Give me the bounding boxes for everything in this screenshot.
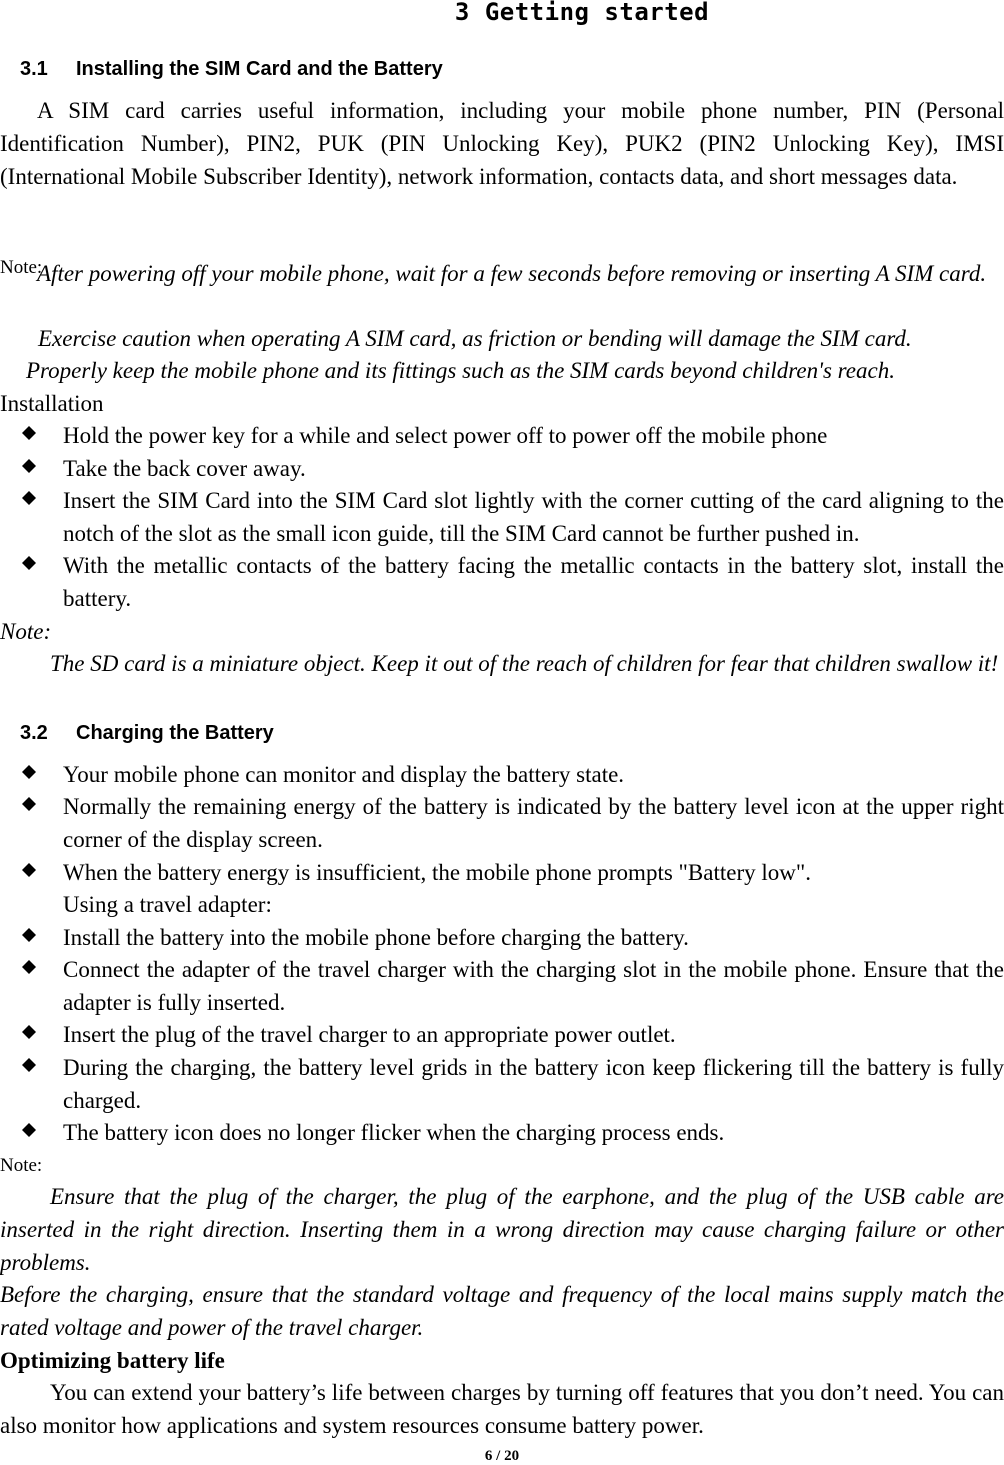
diamond-bullet-icon (22, 797, 35, 810)
list-item: During the charging, the battery level grids in the battery icon keep flickering till the battery is fully charged. (0, 1051, 1004, 1117)
diamond-bullet-icon (22, 491, 35, 504)
diamond-bullet-icon (22, 960, 35, 973)
list-item: Install the battery into the mobile phone before charging the battery. (0, 921, 1004, 954)
list-item: Your mobile phone can monitor and display the battery state. (0, 758, 1004, 791)
list-item: Take the back cover away. (0, 452, 1004, 485)
section-heading-3-2 (20, 722, 274, 745)
list-item: Normally the remaining energy of the battery is indicated by the battery level icon at the upper right corner of the display screen. (0, 790, 1004, 856)
diamond-bullet-icon (22, 1058, 35, 1071)
diamond-bullet-icon (22, 863, 35, 876)
optimizing-paragraph: You can extend your battery’s life between charges by turning off features that you don’t need. You can also monitor how applications and system resources consume battery power. (0, 1380, 1004, 1438)
list-item: Insert the plug of the travel charger to an appropriate power outlet. (0, 1018, 1004, 1051)
note-text: Exercise caution when operating A SIM card, as friction or bending will damage the SIM card. (38, 326, 912, 351)
diamond-bullet-icon (22, 1123, 35, 1136)
note-text: After powering off your mobile phone, wait for a few seconds before removing or inserting A SIM card. (37, 261, 987, 286)
sim-intro-paragraph: A SIM card carries useful information, including your mobile phone number, PIN (Personal Identification Number), PIN2, PUK (PIN Unlocking Key), PUK2 (PIN2 Unlocking Key), IMSI (International Mobile Subscriber Identity), network information, contacts data, and short messages data. (0, 98, 1004, 189)
note-text: Before the charging, ensure that the standard voltage and frequency of the local mains supply match the rated voltage and power of the travel charger. (0, 1282, 1004, 1340)
note-label: Note: (0, 619, 52, 644)
list-item: Connect the adapter of the travel charger with the charging slot in the mobile phone. Ensure that the adapter is fully inserted. (0, 953, 1004, 1019)
list-item: When the battery energy is insufficient, the mobile phone prompts "Battery low". (0, 856, 1004, 889)
note-text: Properly keep the mobile phone and its fittings such as the SIM cards beyond children's reach. (26, 358, 895, 383)
diamond-bullet-icon (22, 765, 35, 778)
diamond-bullet-icon (22, 459, 35, 472)
section-title: Charging the Battery (76, 722, 274, 744)
installation-label: Installation (0, 391, 104, 416)
optimizing-heading: Optimizing battery life (0, 1348, 225, 1373)
list-item: Insert the SIM Card into the SIM Card slot lightly with the corner cutting of the card aligning to the notch of the slot as the small icon guide, till the SIM Card cannot be further pushed in. (0, 484, 1004, 550)
list-item: The battery icon does no longer flicker when the charging process ends. (0, 1116, 1004, 1149)
travel-adapter-label: Using a travel adapter: (63, 892, 272, 917)
list-item: Hold the power key for a while and select power off to power off the mobile phone (0, 419, 1004, 452)
section-number: 3.2 (20, 722, 48, 744)
note-label: Note: (0, 1155, 43, 1176)
section-heading-3-1 (20, 58, 443, 81)
section-title: Installing the SIM Card and the Battery (76, 58, 443, 80)
note-text: The SD card is a miniature object. Keep it out of the reach of children for fear that children swallow it! (50, 651, 999, 676)
diamond-bullet-icon (22, 1025, 35, 1038)
chapter-title: 3 Getting started (454, 0, 710, 26)
diamond-bullet-icon (22, 928, 35, 941)
page-number: 6 / 20 (484, 1448, 520, 1464)
note-text: Ensure that the plug of the charger, the plug of the earphone, and the plug of the USB cable are inserted in the right direction. Inserting them in a wrong direction may cause charging failure or other problems. (0, 1184, 1004, 1275)
note-label: Note: (0, 257, 43, 278)
list-item: With the metallic contacts of the battery facing the metallic contacts in the battery slot, install the battery. (0, 549, 1004, 615)
diamond-bullet-icon (22, 556, 35, 569)
section-number: 3.1 (20, 58, 48, 80)
diamond-bullet-icon (22, 426, 35, 439)
